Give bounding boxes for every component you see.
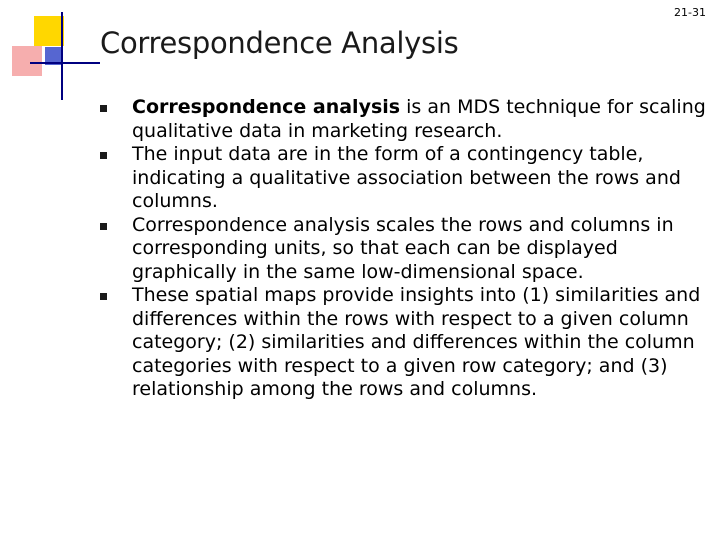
square-bullet-icon [100, 105, 107, 112]
square-bullet-icon [100, 293, 107, 300]
bullet-item [100, 96, 710, 143]
bullet-text: Correspondence analysis scales the rows and columns in corresponding units, so that each can be displayed graphically in the same low-dimensional space. [132, 213, 674, 283]
bullet-bold-term: Correspondence analysis [132, 96, 401, 118]
slide-title: Correspondence Analysis [100, 26, 459, 60]
square-bullet-icon [100, 223, 107, 230]
bullet-item [100, 284, 710, 402]
bullet-item [100, 214, 710, 285]
decoration-red-square [12, 46, 42, 76]
slide-number: 21-31 [674, 6, 706, 19]
square-bullet-icon [100, 152, 107, 159]
bullet-text: The input data are in the form of a contingency table, indicating a qualitative association between the rows and columns. [132, 143, 681, 212]
corner-square-decoration [0, 0, 100, 100]
bullet-text: These spatial maps provide insights into (1) similarities and differences within the rows with respect to a given column category; (2) similarities and differences within the column categories with respect to a given row category; and (3) relationship among the rows and columns. [132, 284, 701, 400]
decoration-yellow-square [34, 16, 64, 46]
bullet-list [100, 96, 710, 402]
bullet-item [100, 143, 710, 214]
bullet-text: is an MDS technique for scaling qualitative data in marketing research. [132, 96, 706, 142]
